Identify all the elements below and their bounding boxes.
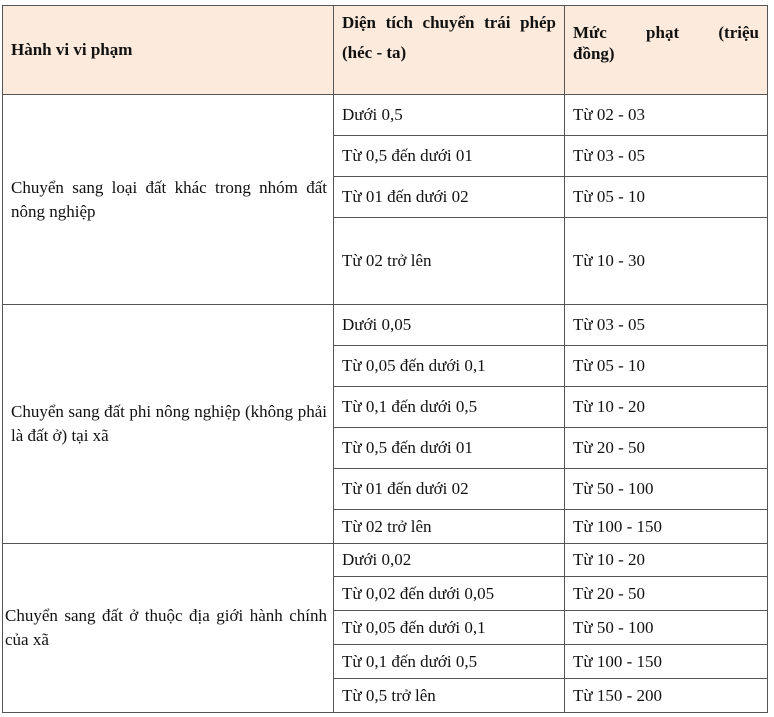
fine-cell: Từ 05 - 10 bbox=[565, 177, 768, 218]
header-area-unit: (héc - ta) bbox=[342, 43, 407, 63]
area-cell: Từ 02 trở lên bbox=[334, 510, 565, 544]
fine-cell: Từ 10 - 30 bbox=[565, 218, 768, 305]
behavior-cell: Chuyển sang đất phi nông nghiệp (không phải là đất ở) tại xã bbox=[3, 305, 334, 544]
behavior-cell: Chuyển sang loại đất khác trong nhóm đất nông nghiệp bbox=[3, 95, 334, 305]
fine-cell: Từ 50 - 100 bbox=[565, 611, 768, 645]
header-fine-line1: Mức phạt (triệu bbox=[573, 23, 759, 42]
fine-cell: Từ 50 - 100 bbox=[565, 469, 768, 510]
fine-cell: Từ 100 - 150 bbox=[565, 510, 768, 544]
fine-cell: Từ 10 - 20 bbox=[565, 387, 768, 428]
fine-cell: Từ 03 - 05 bbox=[565, 305, 768, 346]
table-row bbox=[3, 305, 768, 346]
area-cell: Từ 01 đến dưới 02 bbox=[334, 177, 565, 218]
area-cell: Từ 0,02 đến dưới 0,05 bbox=[334, 577, 565, 611]
fine-cell: Từ 100 - 150 bbox=[565, 645, 768, 679]
table-row bbox=[3, 95, 768, 136]
header-fine-line2: đồng) bbox=[573, 44, 615, 64]
fine-cell: Từ 10 - 20 bbox=[565, 544, 768, 577]
area-cell: Dưới 0,05 bbox=[334, 305, 565, 346]
fine-cell: Từ 150 - 200 bbox=[565, 679, 768, 713]
area-cell: Từ 0,1 đến dưới 0,5 bbox=[334, 645, 565, 679]
header-area bbox=[334, 6, 565, 95]
area-cell: Từ 0,5 đến dưới 01 bbox=[334, 136, 565, 177]
penalty-table bbox=[2, 5, 768, 713]
behavior-cell: Chuyển sang đất ở thuộc địa giới hành chính của xã bbox=[3, 544, 334, 713]
fine-cell: Từ 02 - 03 bbox=[565, 95, 768, 136]
area-cell: Từ 0,05 đến dưới 0,1 bbox=[334, 611, 565, 645]
area-cell: Từ 02 trở lên bbox=[334, 218, 565, 305]
table-row bbox=[3, 544, 768, 577]
fine-cell: Từ 05 - 10 bbox=[565, 346, 768, 387]
area-cell: Từ 0,5 đến dưới 01 bbox=[334, 428, 565, 469]
header-violation: Hành vi vi phạm bbox=[3, 6, 334, 95]
area-cell: Từ 0,5 trở lên bbox=[334, 679, 565, 713]
header-fine bbox=[565, 6, 768, 95]
fine-cell: Từ 03 - 05 bbox=[565, 136, 768, 177]
header-area-title: Diện tích chuyển trái phép bbox=[342, 13, 556, 32]
area-cell: Dưới 0,5 bbox=[334, 95, 565, 136]
area-cell: Từ 0,05 đến dưới 0,1 bbox=[334, 346, 565, 387]
area-cell: Từ 0,1 đến dưới 0,5 bbox=[334, 387, 565, 428]
fine-cell: Từ 20 - 50 bbox=[565, 428, 768, 469]
area-cell: Từ 01 đến dưới 02 bbox=[334, 469, 565, 510]
fine-cell: Từ 20 - 50 bbox=[565, 577, 768, 611]
area-cell: Dưới 0,02 bbox=[334, 544, 565, 577]
header-row bbox=[3, 6, 768, 95]
